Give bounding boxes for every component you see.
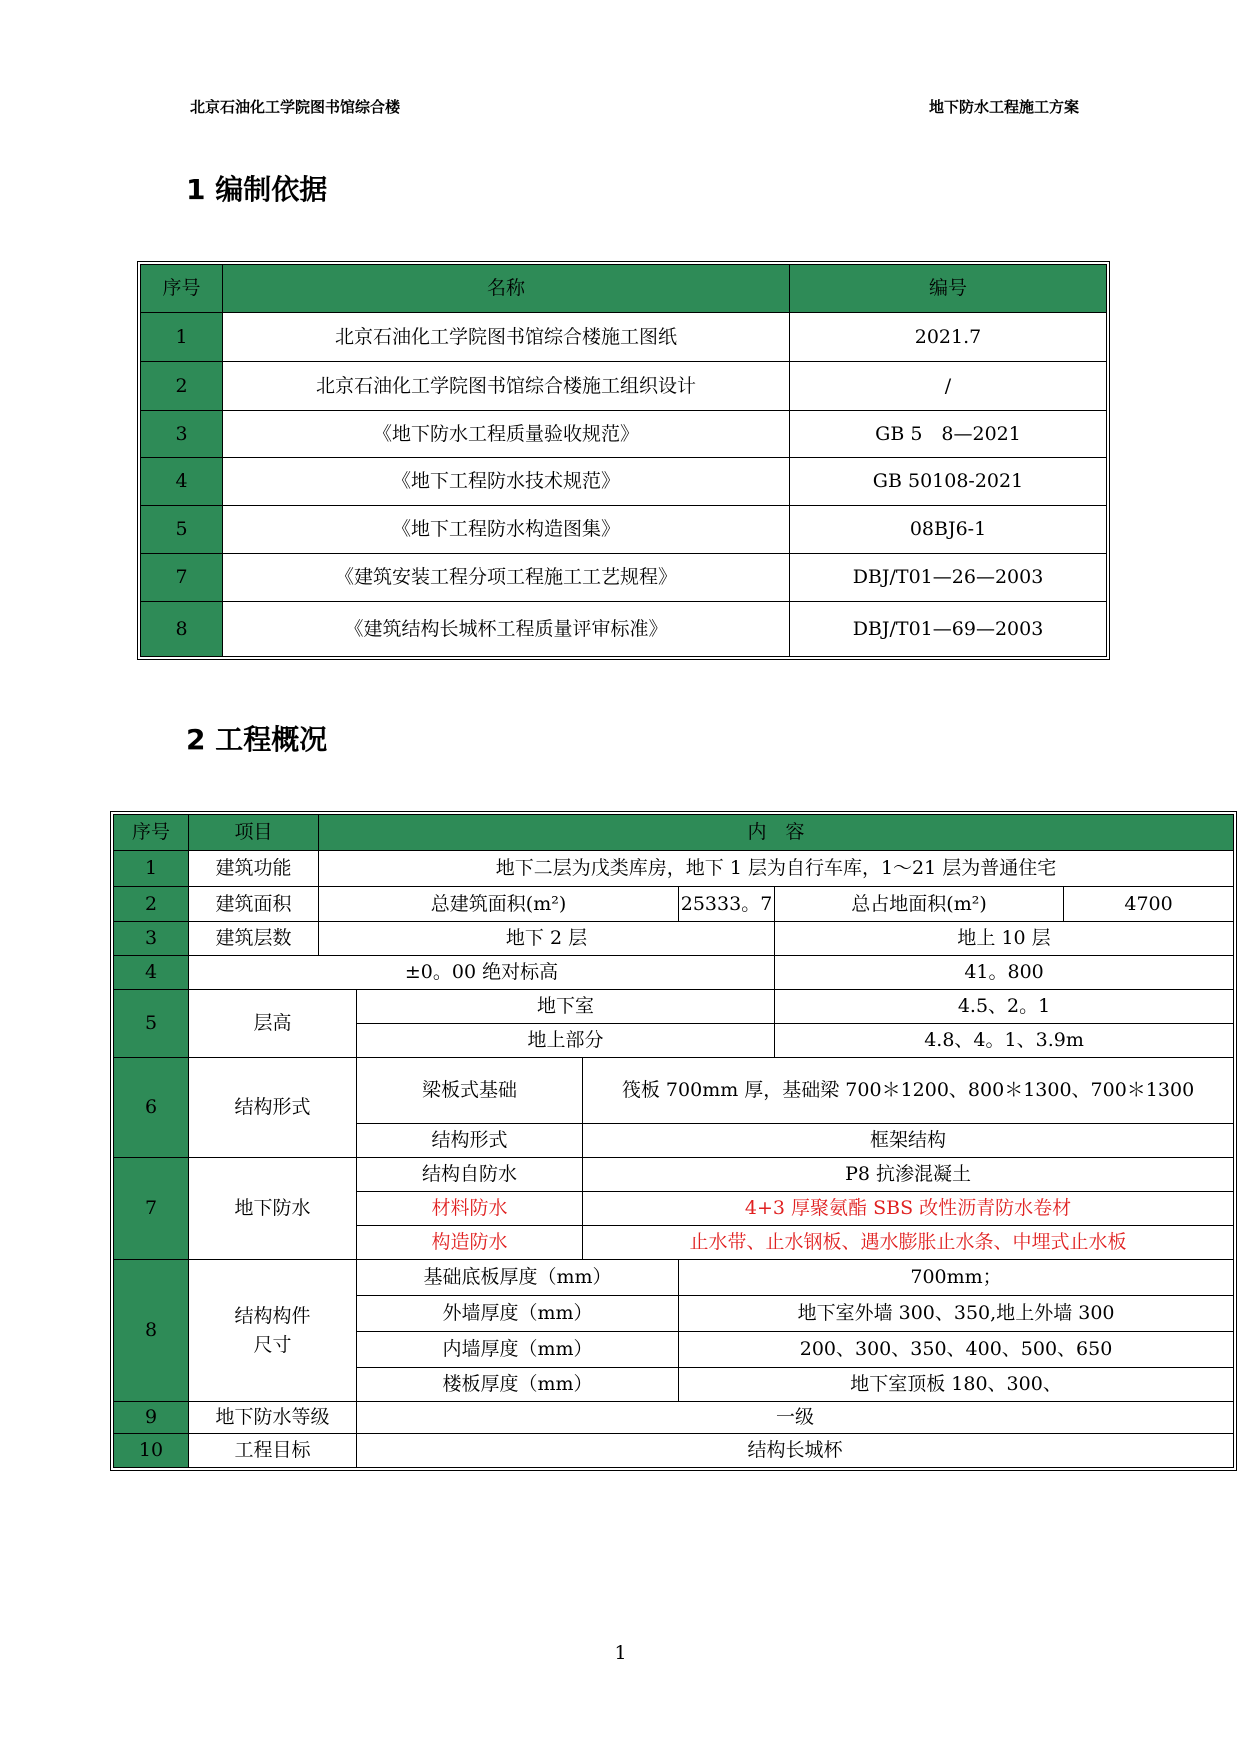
column-header-no: 序号 xyxy=(114,815,189,851)
header-project-name: 北京石油化工学院图书馆综合楼 xyxy=(190,98,401,116)
column-header-item: 项目 xyxy=(189,815,319,851)
row-item: 结构形式 xyxy=(189,1058,357,1158)
row-content: 地下二层为戊类库房，地下 1 层为自行车库，1～21 层为普通住宅 xyxy=(319,851,1234,887)
column-header-content: 内 容 xyxy=(319,815,1234,851)
row-no: 4 xyxy=(141,458,223,506)
column-header-code: 编号 xyxy=(790,265,1107,313)
total-floor-area-value: 25333。7 xyxy=(679,887,775,922)
table-row xyxy=(114,887,1234,922)
total-floor-area-label: 总建筑面积(m²) xyxy=(319,887,679,922)
land-area-value: 4700 xyxy=(1064,887,1234,922)
row-item: 建筑面积 xyxy=(189,887,319,922)
table-row xyxy=(114,990,1234,1024)
table-row xyxy=(141,411,1107,458)
overview-table-header xyxy=(114,815,1234,851)
row-item: 工程目标 xyxy=(189,1434,357,1468)
row-no: 10 xyxy=(114,1434,189,1468)
table-row xyxy=(114,956,1234,990)
section-1-title: 1 编制依据 xyxy=(186,173,328,206)
row-item: 地下防水 xyxy=(189,1158,357,1260)
table-row xyxy=(141,554,1107,602)
sub-item: 结构形式 xyxy=(357,1124,583,1158)
row-code: DBJ/T01—26—2003 xyxy=(790,554,1107,602)
sub-value: 地下室外墙 300、350,地上外墙 300 xyxy=(679,1296,1234,1332)
header-document-title: 地下防水工程施工方案 xyxy=(928,98,1079,116)
row-code: 2021.7 xyxy=(790,313,1107,362)
sub-value: 筏板 700mm 厚，基础梁 700＊1200、800＊1300、700＊1300 xyxy=(583,1058,1234,1124)
row-content: 一级 xyxy=(357,1402,1234,1434)
row-no: 3 xyxy=(141,411,223,458)
row-item: 建筑层数 xyxy=(189,922,319,956)
basis-table xyxy=(140,264,1107,657)
row-item: 层高 xyxy=(189,990,357,1058)
row-code: / xyxy=(790,362,1107,411)
table-row xyxy=(141,458,1107,506)
row-name: 北京石油化工学院图书馆综合楼施工图纸 xyxy=(223,313,790,362)
sub-value: 地下室顶板 180、300、 xyxy=(679,1368,1234,1402)
sub-item: 内墙厚度（mm） xyxy=(357,1332,679,1368)
table-row xyxy=(114,922,1234,956)
basis-table-header xyxy=(141,265,1107,313)
table-row xyxy=(141,313,1107,362)
sub-item: 地上部分 xyxy=(357,1024,775,1058)
row-code: GB 50108-2021 xyxy=(790,458,1107,506)
row-no: 2 xyxy=(114,887,189,922)
row-no: 8 xyxy=(141,602,223,657)
row-no: 4 xyxy=(114,956,189,990)
section-2-title: 2 工程概况 xyxy=(186,723,328,756)
row-code: GB 5 8—2021 xyxy=(790,411,1107,458)
table-row xyxy=(141,602,1107,657)
row-no: 7 xyxy=(114,1158,189,1260)
row-name: 《建筑安装工程分项工程施工工艺规程》 xyxy=(223,554,790,602)
sub-value: P8 抗渗混凝土 xyxy=(583,1158,1234,1192)
table-row xyxy=(114,1260,1234,1296)
column-header-no: 序号 xyxy=(141,265,223,313)
overview-table xyxy=(113,814,1234,1468)
table-row xyxy=(114,1158,1234,1192)
row-no: 2 xyxy=(141,362,223,411)
table-row xyxy=(114,1058,1234,1124)
row-no: 6 xyxy=(114,1058,189,1158)
row-name: 《地下工程防水构造图集》 xyxy=(223,506,790,554)
table-row xyxy=(114,1434,1234,1468)
elevation-value: 41。800 xyxy=(775,956,1234,990)
sub-item: 结构自防水 xyxy=(357,1158,583,1192)
row-code: DBJ/T01—69—2003 xyxy=(790,602,1107,657)
sub-value: 4+3 厚聚氨酯 SBS 改性沥青防水卷材 xyxy=(583,1192,1234,1226)
row-item: 建筑功能 xyxy=(189,851,319,887)
land-area-label: 总占地面积(m²) xyxy=(775,887,1064,922)
sub-value: 4.5、2。1 xyxy=(775,990,1234,1024)
row-no: 1 xyxy=(114,851,189,887)
row-item xyxy=(189,1260,357,1402)
aboveground-floors: 地上 10 层 xyxy=(775,922,1234,956)
table-row xyxy=(141,362,1107,411)
sub-value: 框架结构 xyxy=(583,1124,1234,1158)
row-no: 3 xyxy=(114,922,189,956)
row-no: 5 xyxy=(141,506,223,554)
elevation-label: ±0。00 绝对标高 xyxy=(189,956,775,990)
table-row xyxy=(114,851,1234,887)
column-header-name: 名称 xyxy=(223,265,790,313)
sub-item: 梁板式基础 xyxy=(357,1058,583,1124)
sub-value: 4.8、4。1、3.9m xyxy=(775,1024,1234,1058)
row-name: 北京石油化工学院图书馆综合楼施工组织设计 xyxy=(223,362,790,411)
row-code: 08BJ6-1 xyxy=(790,506,1107,554)
row-name: 《建筑结构长城杯工程质量评审标准》 xyxy=(223,602,790,657)
row-no: 5 xyxy=(114,990,189,1058)
row-name: 《地下工程防水技术规范》 xyxy=(223,458,790,506)
row-no: 9 xyxy=(114,1402,189,1434)
sub-item: 地下室 xyxy=(357,990,775,1024)
sub-value: 200、300、350、400、500、650 xyxy=(679,1332,1234,1368)
row-item: 地下防水等级 xyxy=(189,1402,357,1434)
row-no: 1 xyxy=(141,313,223,362)
sub-item: 材料防水 xyxy=(357,1192,583,1226)
row-name: 《地下防水工程质量验收规范》 xyxy=(223,411,790,458)
row-item-line1: 结构构件 xyxy=(234,1305,311,1327)
sub-value: 止水带、止水钢板、遇水膨胀止水条、中埋式止水板 xyxy=(583,1226,1234,1260)
sub-value: 700mm； xyxy=(679,1260,1234,1296)
sub-item: 楼板厚度（mm） xyxy=(357,1368,679,1402)
page-number: 1 xyxy=(614,1642,627,1664)
table-row xyxy=(141,506,1107,554)
table-row xyxy=(114,1402,1234,1434)
row-no: 7 xyxy=(141,554,223,602)
sub-item: 外墙厚度（mm） xyxy=(357,1296,679,1332)
sub-item: 构造防水 xyxy=(357,1226,583,1260)
underground-floors: 地下 2 层 xyxy=(319,922,775,956)
row-no: 8 xyxy=(114,1260,189,1402)
page-header xyxy=(190,96,1079,120)
row-item-line2: 尺寸 xyxy=(253,1333,292,1356)
row-content: 结构长城杯 xyxy=(357,1434,1234,1468)
sub-item: 基础底板厚度（mm） xyxy=(357,1260,679,1296)
